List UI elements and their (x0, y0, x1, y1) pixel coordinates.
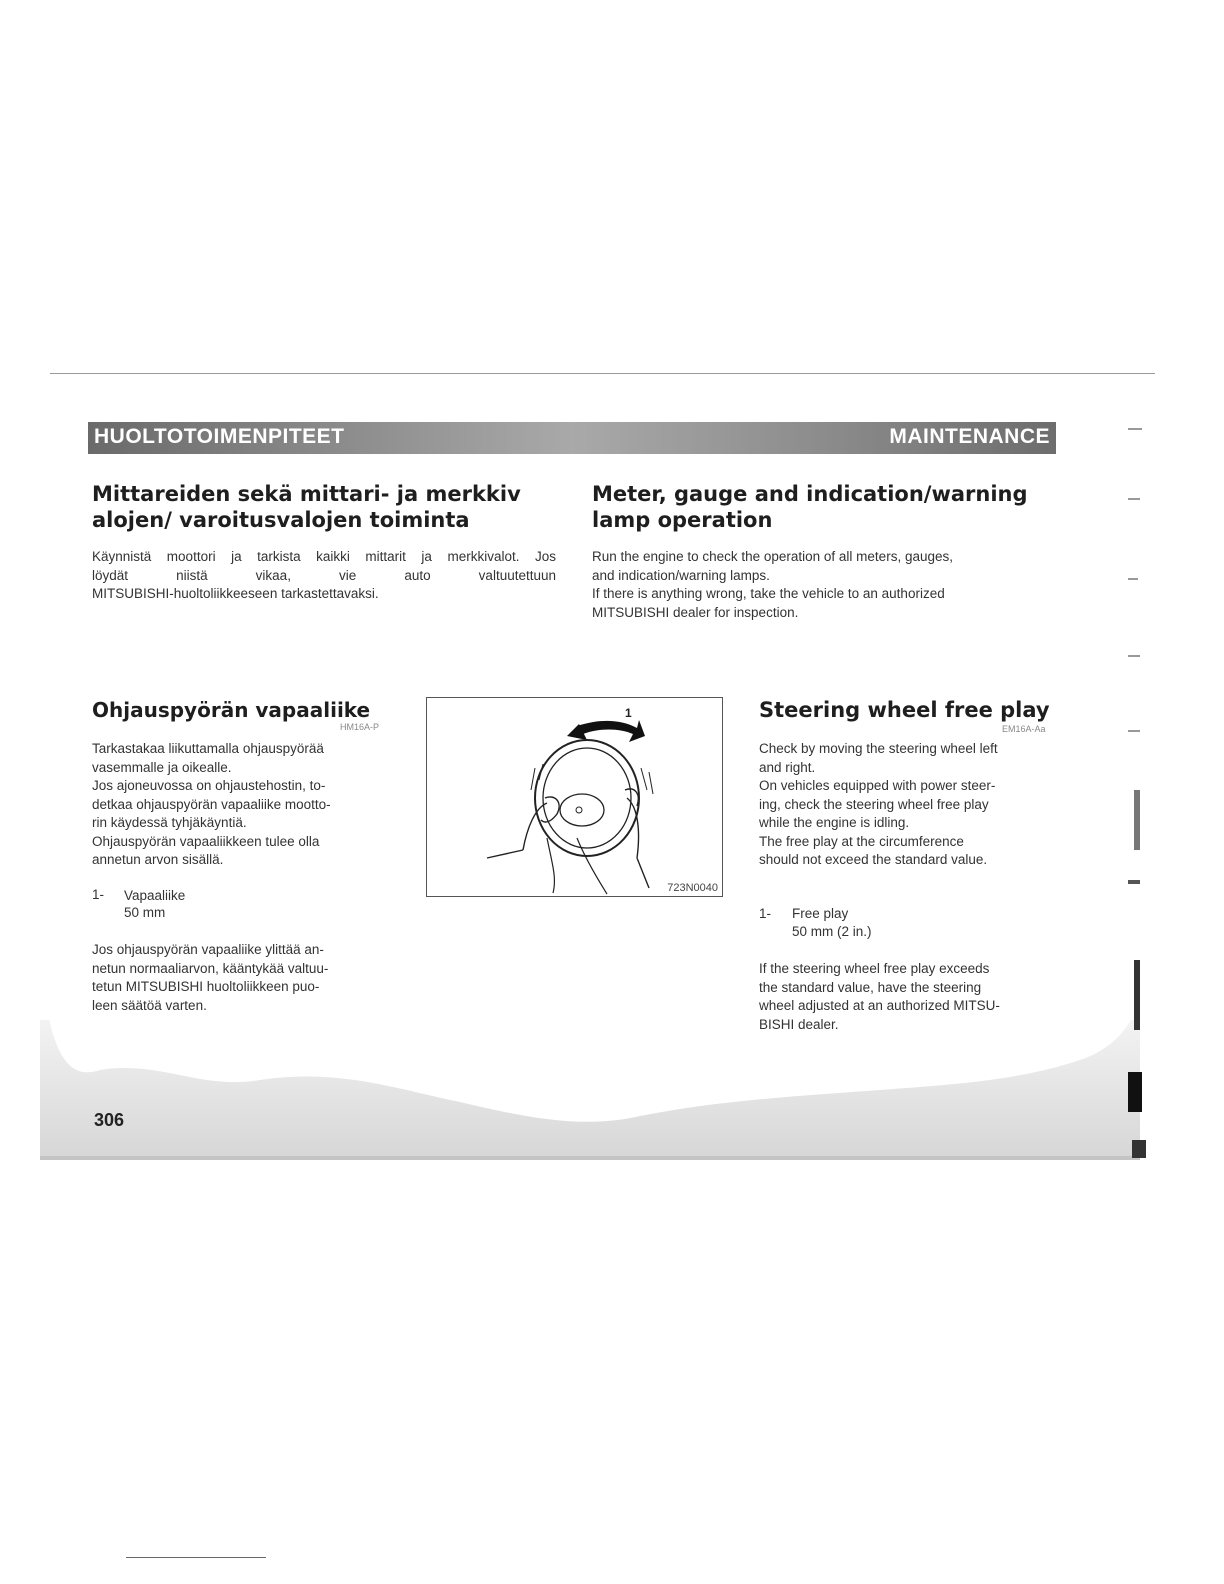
meter-operation-body-fi (92, 548, 556, 604)
text-line: netun normaaliarvon, kääntykää valtuu- (92, 960, 329, 976)
item-label-fi: Vapaaliike (124, 888, 186, 903)
page-number: 306 (94, 1110, 125, 1130)
item-value-en: 50 mm (2 in.) (792, 924, 872, 939)
text-line: Käynnistä moottori ja tarkista kaikki mittarit ja merkkivalot. Jos (92, 549, 556, 564)
text-line: If there is anything wrong, take the vehicle to an authorized (592, 586, 945, 601)
header-title-en: MAINTENANCE (889, 425, 1050, 448)
text-line: while the engine is idling. (759, 815, 910, 830)
item-value-fi: 50 mm (124, 905, 166, 920)
section-code-en: EM16A-Aa (1002, 724, 1046, 734)
text-line: löydät niistä vikaa, vie auto valtuutettuun (92, 567, 556, 583)
rotation-arrow-icon (577, 720, 645, 742)
text-line: leen säätöä varten. (92, 997, 207, 1013)
text-line: Check by moving the steering wheel left (759, 741, 998, 756)
text-line: Run the engine to check the operation of all meters, gauges, (592, 549, 953, 564)
text-line: should not exceed the standard value. (759, 852, 988, 867)
text-line: BISHI dealer. (759, 1016, 839, 1032)
top-rule (50, 373, 1155, 374)
meter-operation-body-en (592, 548, 1058, 622)
steering-wheel-figure (426, 697, 723, 897)
section-header-bar (88, 422, 1056, 454)
text-line: vasemmalle ja oikealle. (92, 759, 232, 775)
text-line: If the steering wheel free play exceeds (759, 961, 990, 976)
text-line: detkaa ohjauspyörän vapaaliike mootto- (92, 796, 331, 812)
steering-after-fi (92, 941, 390, 1015)
text-line: Jos ohjauspyörän vapaaliike ylittää an- (92, 942, 324, 957)
text-line: and right. (759, 759, 816, 775)
text-line: MITSUBISHI dealer for inspection. (592, 604, 799, 620)
text-line: the standard value, have the steering (759, 979, 982, 995)
item-label-en: Free play (792, 906, 849, 921)
meter-operation-title-fi: Mittareiden sekä mittari- ja merkkiv alojen/ varoitusvalojen toiminta (92, 482, 521, 532)
figure-callout-number: 1 (625, 706, 632, 720)
text-line: MITSUBISHI-huoltoliikkeeseen tarkastettavaksi. (92, 586, 379, 601)
meter-operation-title-en: Meter, gauge and indication/warning lamp operation (592, 482, 1028, 532)
item-number-en: 1- (759, 906, 772, 921)
text-line: Jos ajoneuvossa on ohjaustehostin, to- (92, 778, 326, 793)
text-line: tetun MITSUBISHI huoltoliikkeen puo- (92, 979, 320, 994)
text-line: Ohjauspyörän vapaaliikkeen tulee olla (92, 833, 320, 849)
bottom-rule (126, 1557, 266, 1558)
scan-shadow (40, 1020, 1160, 1165)
text-line: wheel adjusted at an authorized MITSU- (759, 998, 1000, 1013)
text-line: The free play at the circumference (759, 833, 964, 849)
steering-body-fi (92, 740, 390, 870)
steering-title-en: Steering wheel free play (759, 698, 1050, 722)
item-number-fi: 1- (92, 887, 105, 902)
text-line: and indication/warning lamps. (592, 567, 770, 583)
index-tab-marks (1118, 400, 1158, 1160)
steering-title-fi: Ohjauspyörän vapaaliike (92, 698, 371, 722)
header-title-fi: HUOLTOTOIMENPITEET (94, 425, 345, 448)
steering-wheel-illustration (427, 698, 722, 896)
text-line: ing, check the steering wheel free play (759, 796, 989, 812)
text-line: annetun arvon sisällä. (92, 852, 224, 867)
figure-code: 723N0040 (667, 882, 718, 894)
text-line: rin käydessä tyhjäkäyntiä. (92, 815, 247, 830)
steering-body-en (759, 740, 1057, 870)
section-code-fi: HM16A-P (340, 722, 380, 732)
text-line: On vehicles equipped with power steer- (759, 778, 996, 793)
text-line: Tarkastakaa liikuttamalla ohjauspyörää (92, 741, 324, 756)
